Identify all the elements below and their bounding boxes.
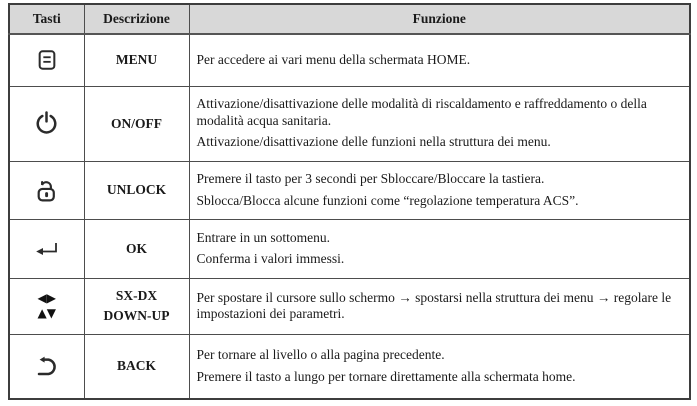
header-keys: Tasti (9, 4, 84, 34)
function-text: Premere il tasto per 3 secondi per Sbloccare/Bloccare la tastiera. (196, 171, 545, 186)
back-icon (34, 355, 60, 378)
up-down-arrows-icon: ▲▼ (37, 306, 56, 320)
table-row-onoff (9, 86, 690, 161)
function-text: Attivazione/disattivazione delle funzioni nella struttura dei menu. (196, 134, 551, 150)
function-text: Conferma i valori immessi. (196, 251, 345, 266)
header-function: Funzione (189, 4, 690, 34)
key-description: BACK (84, 334, 189, 399)
key-description: SX-DX (115, 288, 158, 303)
power-icon (34, 111, 59, 136)
function-text: Entrare in un sottomenu. (196, 229, 330, 245)
direction-arrows-icon (11, 291, 83, 321)
function-text: Per tornare al livello o alla pagina precedente. (196, 347, 445, 363)
menu-icon (36, 48, 58, 72)
function-text: Per spostare il cursore sullo schermo → spostarsi nella struttura dei menu → regolare le impostazioni dei parametri. (196, 289, 672, 321)
left-right-arrows-icon: ◀▶ (37, 291, 56, 305)
enter-icon (33, 240, 61, 258)
table-row-menu (9, 34, 690, 86)
table-row-navigation (9, 278, 690, 334)
table-row-ok (9, 219, 690, 278)
function-text: Attivazione/disattivazione delle modalità di riscaldamento e raffreddamento o della modalità acqua sanitaria. (196, 96, 647, 128)
key-description: OK (84, 219, 189, 278)
unlock-icon (34, 178, 59, 203)
key-description: DOWN-UP (103, 308, 170, 323)
function-text: Premere il tasto a lungo per tornare direttamente alla schermata home. (196, 368, 576, 384)
header-description: Descrizione (84, 4, 189, 34)
key-function-table (8, 3, 691, 400)
key-description: ON/OFF (84, 86, 189, 161)
table-header-row (9, 4, 690, 34)
table-row-back (9, 334, 690, 399)
table-row-unlock (9, 161, 690, 219)
key-description: MENU (84, 34, 189, 86)
function-text: Per accedere ai vari menu della schermata HOME. (196, 52, 471, 67)
key-description: UNLOCK (84, 161, 189, 219)
function-text: Sblocca/Blocca alcune funzioni come “regolazione temperatura ACS”. (196, 192, 579, 208)
